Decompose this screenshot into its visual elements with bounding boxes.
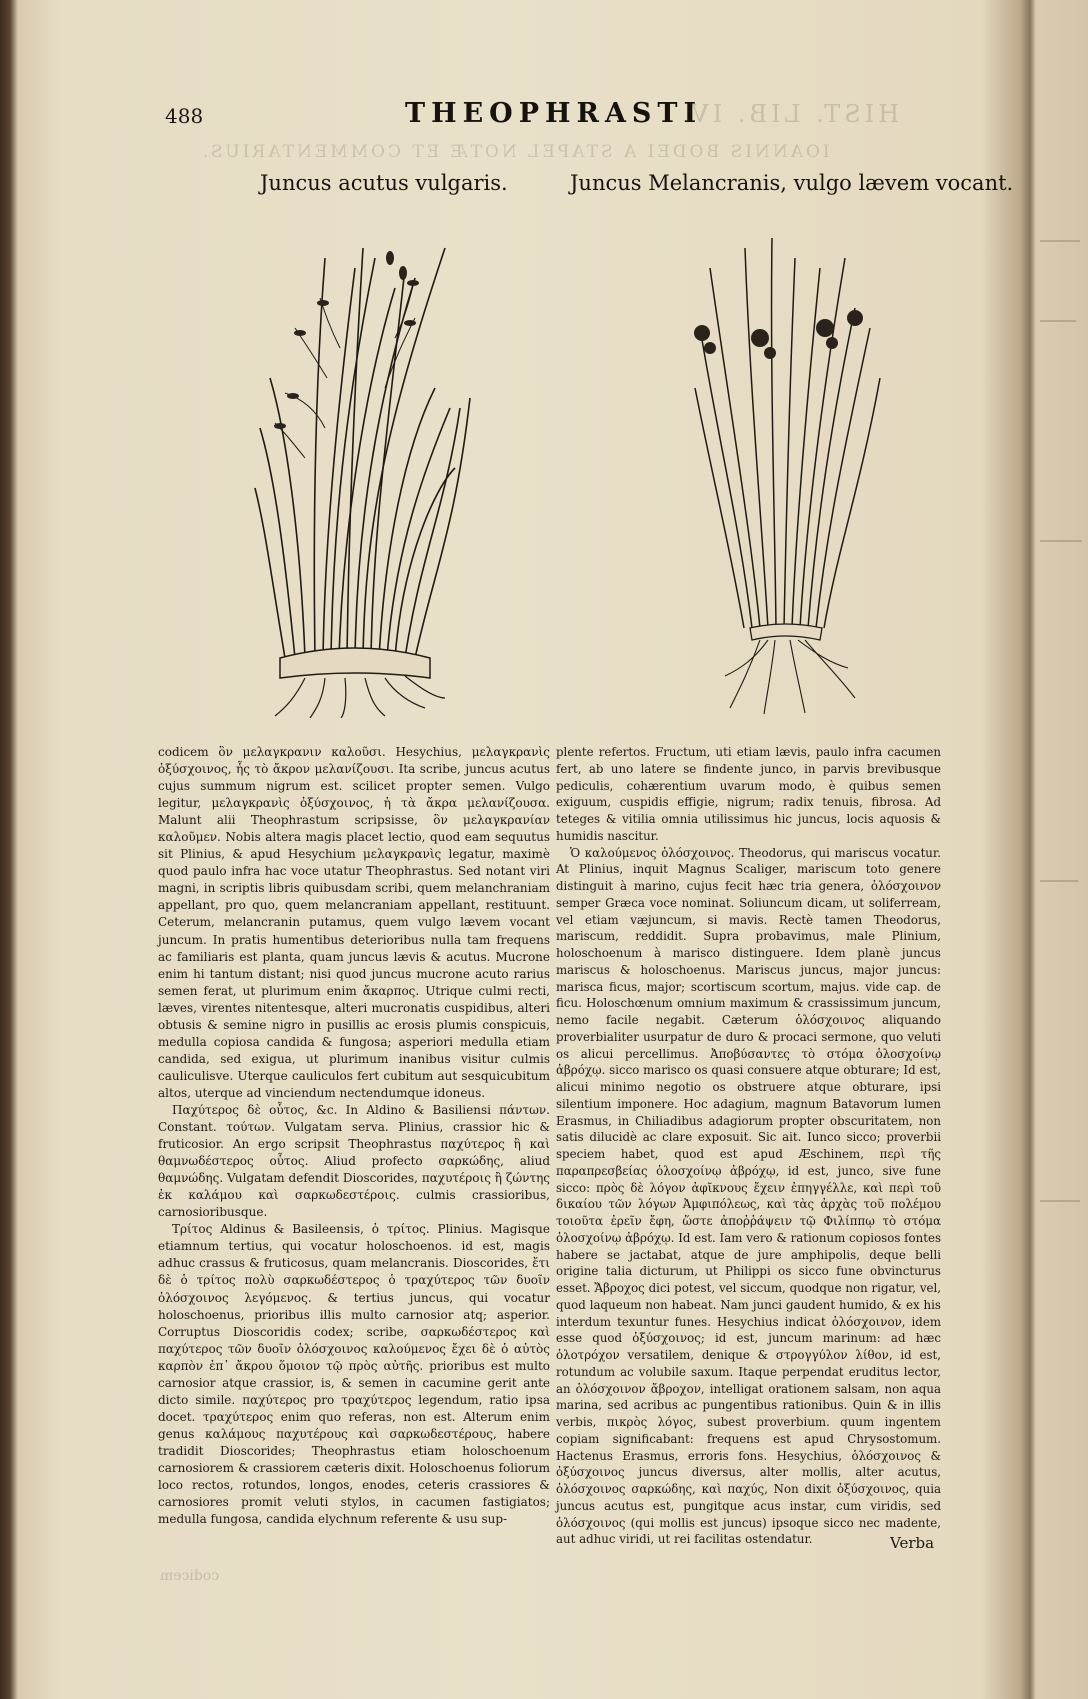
figure-caption-juncus-acutus: Juncus acutus vulgaris. [260, 171, 508, 195]
page-number: 488 [165, 104, 204, 128]
right-paragraph-2: Ὁ καλούμενος ὁλόσχοινος. Theodorus, qui mariscus vocatur. At Plinius, inquit Magnus Scaliger, mariscum toto genere distinguit à marino, cujus fecit hæc tria genera, ὁλόσχοινον semper Græca voce nominat. Soliuncum dicam, ut soliferream, vel etiam væjuncum, si mavis. Rectè tamen Theodorus, mariscum, reddidit. Supra probavimus, male Plinium, holoschoenum à marisco distinguere. Idem planè juncus mariscus & holoschoenus. Mariscus juncus, major juncus: marisca ficus, major; scortiscum scortum, majus. vide cap. de ficu. Holoschœnum omnium maximum & crassissimum juncum, nemo facile negabit. Cæterum ὁλόσχοινος aliquando proverbialiter usurpatur de duro & procaci sermone, quo veluti os alicui percellimus. Ἀποβύσαντες τὸ στόμα ὁλοσχοίνῳ ἀβρόχῳ. sicco marisco os quasi consuere atque obturare; Id est, alicui minimo negotio os obstruere atque obturare, ipsi silentium imponere. Hoc adagium, magnum Batavorum lumen Erasmus, in Chiliadibus adagiorum propter obscuritatem, non satis dilucidè ac clare exposuit. Sic ait. Iunco sicco; proverbii speciem habet, quod est apud Æschinem, περὶ τῆς παραπρεσβείας ὁλοσχοίνῳ ἀβρόχῳ, id est, junco, sive fune sicco: πρὸς δὲ λόγον ἀφῖκνους ἔχειν ἐπηγγέλλε, καὶ περὶ τοῦ δικαίου τῶν λόγων Ἀμφιπόλεως, καὶ τὰς ἀρχὰς τοῦ πολέμου τοιοῦτα ἐρεῖν ἔφη, ὥστε ἀποῤῥάψειν τῷ Φιλίππῳ τὸ στόμα ὁλοσχοίνῳ ἀβρόχῳ. Id est. Iam vero & rationum copiosos fontes habere se jactabat, atque de jure amphipolis, deque belli origine talia dicturum, ut Philippi os sicco fune obvincturus esset. Ἄβροχος dici potest, vel siccum, quodque non rigatur, vel, quod laqueum non habeat. Nam junci gaudent humido, & ex his interdum texuntur funes. Hesychius indicat ὁλόσχοινον, idem esse quod ὀξύσχοινος; id est, juncum marinum: ad hæc ὁλοτρόχον versatilem, denique & στρογγύλον λίθον, id est, rotundum ac volubile saxum. Itaque perpendat eruditus lector, an ὁλόσχοινον ἄβροχον, intelligat orationem salsam, non aqua marina, sed acribus ac pungentibus rationibus. Quin & in illis verbis, πικρὸς λόγος, subest proverbium. quum ingentem copiam significabant: frequens est apud Chrysostomum. Hactenus Erasmus, erroris fons. Hesychius, ὁλόσχοινος & ὀξύσχοινος juncus diversus, alter mollis, alter acutus, ὁλόσχοινος σαρκώδης, καὶ παχύς, Non dixit ὀξύσχοινος, quia juncus acutus est, pungitque acus instar, cum viridis, sed ὁλόσχοινος (qui mollis est juncus) ipsoque sicco nec madente, aut adhuc viridi, ut rei facilitas ostendatur. [556, 845, 941, 1547]
juncus-melancranis-illustration [680, 228, 910, 718]
figure-caption-juncus-melancranis: Juncus Melancranis, vulgo lævem vocant. [570, 171, 1014, 195]
juncus-acutus-illustration [245, 228, 515, 718]
left-paragraph-1: codicem ὃν μελαγκρανιν καλοῦσι. Hesychius, μελαγκρανὶς ὀξύσχοινος, ἧς τὸ ἄκρον μελανίζουσι. Ita scribe, juncus acutus cujus summum nigrum est. scilicet propter semen. Vulgo legitur, μελαγκρανὶς ὀξύσχοινος, ἡ τὰ ἄκρα μελανίζουσα. Malunt alii Theophrastum scripsisse, ὃν μελαγκρανίαν καλοῦμεν. Nobis altera magis placet lectio, quod eam sequutus sit Plinius, & apud Hesychium μελαγκρανὶς legatur, maximè quod paulo infra hac voce utatur Theophrastus. Sed notant viri magni, in scriptis libris quibusdam scribi, quem melanchraniam appellant, pro quo, quem melancraniam appellant, restituunt. Ceterum, melancranin putamus, quem vulgo lævem vocant juncum. In pratis humentibus deterioribus nulla tam frequens ac familiaris est planta, quam juncus lævis & acutus. Mucrone enim hi tantum distant; nisi quod juncus mucrone acuto rarius semen ferat, ut plurimum enim ἄκαρπος. Utrique culmi recti, læves, virentes nitentesque, alteri mucronatis cuspidibus, alteri obtusis & semine nigro in pusillis ac erosis plumis conspicuis, medulla copiosa candida & fungosa; asperiori medulla etiam candida, sed exigua, ut plurimum inanibus visitur culmis cauliculisve. Uterque cauliculos fert cubitum aut sesquicubitum altos, uterque ad vinciendum nectendumque idoneus. [158, 745, 550, 1100]
running-head [20, 96, 1025, 136]
left-text-column [158, 744, 550, 1528]
bleed-through-title: HIST. LIB. IV. [680, 100, 900, 128]
running-title: THEOPHRASTI [405, 98, 703, 129]
bleed-through-subtitle: IOANNIS BODEI A STAPEL NOTÆ ET COMMENTARIUS. [200, 142, 830, 162]
left-paragraph-2: Παχύτερος δὲ οὗτος, &c. In Aldino & Basiliensi πάντων. Constant. τούτων. Vulgatam serva. Plinius, crassior hic & fruticosior. An ergo scripsit Theophrastus παχύτερος ἢ καὶ θαμνωδέστερος οὗτος. Aliud profecto σαρκώδης, aliud θαμνώδης. Vulgatam defendit Dioscorides, παχυτέροις ἢ ζώντης ἐκ καλάμου καὶ σαρκωδεστέροις. culmis crassioribus, carnosioribusque. [158, 1102, 550, 1220]
bleed-through-catchword: codicem [160, 1568, 220, 1584]
left-paragraph-3: Τρίτος Aldinus & Basileensis, ὁ τρίτος. Plinius. Magisque etiamnum tertius, qui vocatur holoschoenos. id est, magis adhuc crassus & fruticosus, quam melancranis. Dioscorides, ἔτι δὲ ὁ τρίτος πολὺ σαρκωδέστερος ὁ τραχύτερος τῶν δυοῖν ὁλόσχοινος λεγόμενος. & tertius juncus, qui vocatur holoschoenus, prioribus illis multo carnosior atq; asperior. Corruptus Dioscoridis codex; scribe, σαρκωδέστερος καὶ παχύτερος τῶν δυοῖν ὁλόσχοινος καλούμενος ἔχει δὲ ὁ αὐτὸς καρπὸν ἐπ᾽ ἄκρου ὅμοιον τῷ πρὸς αὐτῆς. prioribus est multo carnosior atque crassior, is, & semen in cacumine gerit ante dicto simile. παχύτερος pro τραχύτερος legendum, ratio ipsa docet. τραχύτερος enim quo referas, non est. Alterum enim genus καλάμους παχυτέρους καὶ σαρκωδεστέρους, habere tradidit Dioscorides; Theophrastus etiam holoschoenum carnosiorem & crassiorem cæteris dixit. Holoschoenus foliorum loco rectos, rotundos, longos, enodes, ceteris crassiores & carnosiores promit veluti stylos, in cacumen fastigiatos; medulla fungosa, candida elychnum referente & usu sup- [158, 1222, 550, 1527]
right-paragraph-1: plente refertos. Fructum, uti etiam lævis, paulo infra cacumen fert, ab uno latere se findente junco, in parvis brevibusque pediculis, cohærentium uvarum modo, è quibus semen exiguum, cuspidis effigie, nigrum; radix tenuis, fibrosa. Ad teteges & vitilia omnia utilissimus hic juncus, locis aquosis & humidis nascitur. [556, 745, 941, 843]
facing-page-edge [1036, 0, 1088, 1699]
book-page [20, 8, 1025, 1696]
right-text-column [556, 744, 941, 1548]
catchword: Verba [890, 1534, 935, 1552]
